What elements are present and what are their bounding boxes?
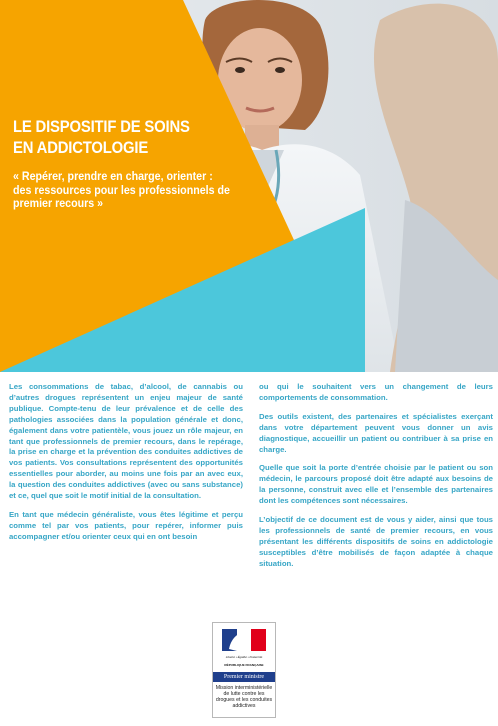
paragraph: Des outils existent, des partenaires et spécialistes exerçant dans votre département peuvent vous donner un avis diagnostique, accueillir un patient ou contribuer à sa prise en charge. (259, 411, 493, 454)
paragraph: Quelle que soit la porte d’entrée choisie par le patient ou son médecin, le parcours proposé doit être adapté aux besoins de la personne, construit avec elle et l’ensemble des partenaires dont les compétences sont nécessaires. (259, 463, 493, 506)
left-column (9, 382, 243, 578)
intro-text (9, 382, 493, 578)
logo-premier-ministre: Premier ministre (213, 672, 275, 682)
paragraph: En tant que médecin généraliste, vous êtes légitime et perçu comme tel par vos patients, pour repérer, informer puis accompagner et/ou orienter ceux qui en ont besoin (9, 509, 243, 541)
paragraph: Les consommations de tabac, d’alcool, de cannabis ou d’autres drogues représentent un enjeu majeur de santé publique. Compte-tenu de leur prévalence et de celle des pathologies associées dans la population générale et donc, également dans votre patientèle, vous jouez un rôle majeur, en tant que professionnels de premier recours, dans le repérage, la prise en charge et la prévention des conduites addictives de vos patients. Vos consultations représentent des opportunités essentielles pour aborder, au moins une fois par an avec eux, la question des conduites addictives (avec ou sans substance) et ce, quel que soit le motif initial de la consultation. (9, 382, 243, 501)
marianne-logo-icon (213, 623, 275, 657)
document-title (13, 117, 238, 159)
right-column (259, 382, 493, 578)
mildeca-logo (212, 622, 276, 718)
title-line-1: LE DISPOSITIF DE SOINS (13, 118, 190, 136)
paragraph: L’objectif de ce document est de vous y aider, ainsi que tous les professionnels de santé de premier recours, en vous présentant les différents dispositifs de soins en addictologie susceptibles d’être mobilisés de façon adaptée à chaque situation. (259, 515, 493, 568)
logo-country: RÉPUBLIQUE FRANÇAISE (224, 663, 264, 667)
title-line-2: EN ADDICTOLOGIE (13, 139, 149, 157)
paragraph: ou qui le souhaitent vers un changement de leurs comportements de consommation. (259, 382, 493, 402)
cover-title-block (13, 117, 238, 211)
document-subtitle: « Repérer, prendre en charge, orienter : des ressources pour les professionnels de premier recours » (13, 170, 230, 210)
logo-motto: Liberté • Égalité • Fraternité (225, 655, 263, 659)
logo-mission-name: Mission interministérielle de lutte contre les drogues et les conduites addictives (215, 685, 273, 710)
